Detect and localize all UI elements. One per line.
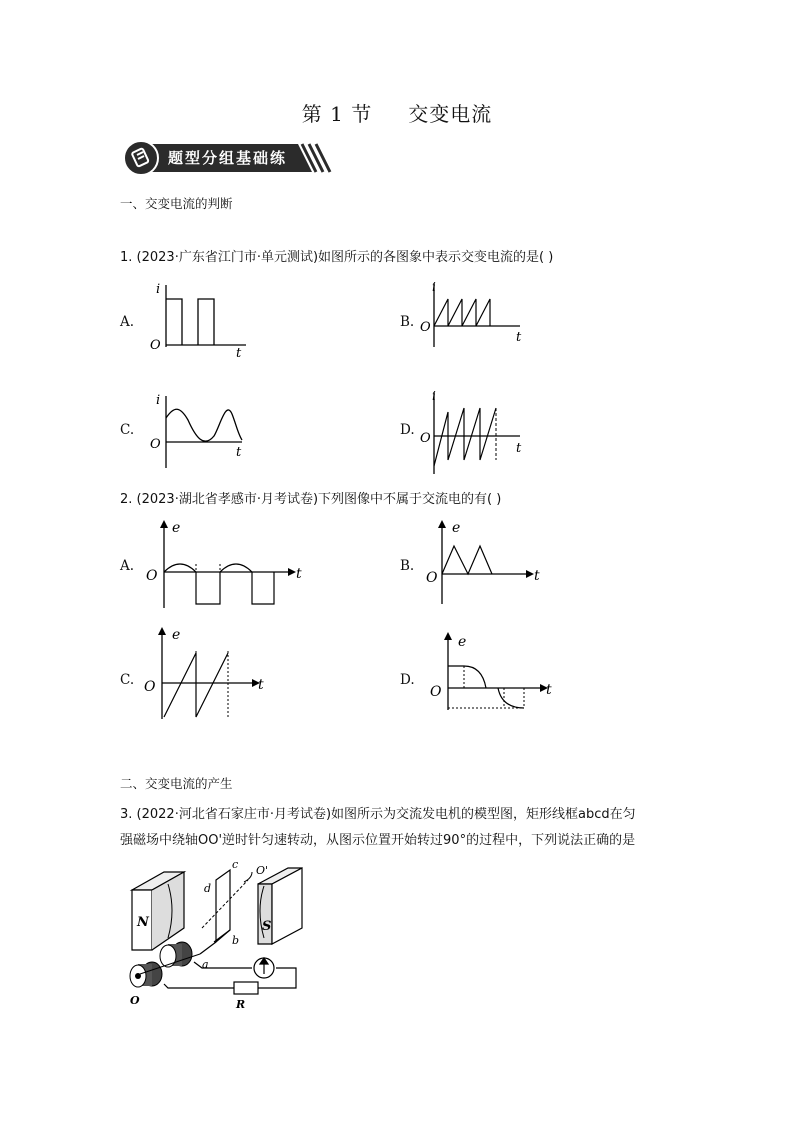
section-title: 交变电流 bbox=[408, 102, 493, 126]
emf-axis-label: e bbox=[172, 520, 181, 536]
origin-label: O bbox=[144, 679, 156, 695]
time-axis-label: t bbox=[236, 445, 242, 460]
emf-axis-label: e bbox=[172, 627, 181, 643]
resistor-label: R bbox=[236, 998, 246, 1010]
section-heading: 一、交变电流的判断 bbox=[120, 196, 233, 211]
section-number: 第 1 节 bbox=[301, 102, 373, 126]
question-1-stem: 1. (2023·广东省江门市·单元测试)如图所示的各图象中表示交变电流的是( ) bbox=[120, 250, 554, 265]
q2-option-d-label: D. bbox=[400, 672, 415, 688]
time-axis-label: t bbox=[516, 330, 522, 345]
south-magnet bbox=[258, 868, 302, 944]
section-heading: 二、交变电流的产生 bbox=[120, 776, 233, 791]
south-label: S bbox=[262, 919, 272, 934]
q1-option-c-label: C. bbox=[120, 422, 135, 438]
axis-top-label: O' bbox=[256, 864, 269, 877]
time-axis-label: t bbox=[534, 568, 540, 584]
origin-label: O bbox=[430, 684, 442, 700]
generator-diagram bbox=[118, 858, 308, 1010]
current-axis-label: i bbox=[156, 393, 161, 408]
origin-label: O bbox=[150, 338, 161, 353]
current-axis-label: i bbox=[432, 280, 436, 294]
time-axis-label: t bbox=[296, 566, 302, 582]
q2-graph-c bbox=[142, 625, 272, 725]
emf-axis-label: e bbox=[452, 520, 461, 536]
corner-a-label: a bbox=[202, 958, 209, 971]
question-3-line-1: 3. (2022·河北省石家庄市·月考试卷)如图所示为交流发电机的模型图，矩形线框abcd在匀 bbox=[120, 807, 636, 822]
north-magnet bbox=[132, 872, 184, 950]
origin-label: O bbox=[146, 568, 158, 584]
time-axis-label: t bbox=[516, 441, 522, 456]
q2-graph-d bbox=[424, 630, 559, 720]
q2-graph-a bbox=[142, 518, 312, 613]
origin-label: O bbox=[150, 437, 161, 452]
origin-label: O bbox=[420, 431, 431, 446]
q1-graph-d bbox=[420, 386, 530, 478]
origin-label: O bbox=[426, 570, 438, 586]
current-axis-label: i bbox=[432, 389, 436, 403]
banner-label: 题型分组基础练 bbox=[168, 149, 288, 167]
slip-rings bbox=[130, 942, 200, 1007]
q2-graph-b bbox=[422, 518, 547, 608]
q1-option-a-label: A. bbox=[120, 314, 135, 330]
time-axis-label: t bbox=[258, 677, 264, 693]
axis-bottom-label: O bbox=[130, 994, 140, 1007]
north-label: N bbox=[137, 915, 149, 930]
emf-axis-label: e bbox=[458, 634, 467, 650]
q1-graph-a bbox=[148, 277, 258, 362]
corner-c-label: c bbox=[232, 858, 239, 871]
corner-b-label: b bbox=[232, 934, 240, 947]
q1-option-b-label: B. bbox=[400, 314, 415, 330]
time-axis-label: t bbox=[546, 682, 552, 698]
corner-d-label: d bbox=[204, 882, 212, 895]
q1-graph-b bbox=[420, 277, 535, 362]
origin-label: O bbox=[420, 320, 431, 335]
q1-graph-c bbox=[148, 390, 253, 475]
time-axis-label: t bbox=[236, 346, 242, 361]
current-axis-label: i bbox=[156, 282, 161, 297]
q2-option-b-label: B. bbox=[400, 558, 415, 574]
question-2-stem: 2. (2023·湖北省孝感市·月考试卷)下列图像中不属于交流电的有( ) bbox=[120, 492, 502, 507]
q2-option-c-label: C. bbox=[120, 672, 135, 688]
question-3-line-2: 强磁场中绕轴OO'逆时针匀速转动，从图示位置开始转过90°的过程中，下列说法正确的是 bbox=[120, 833, 636, 848]
q1-option-d-label: D. bbox=[400, 422, 415, 438]
page-title bbox=[0, 98, 794, 127]
q2-option-a-label: A. bbox=[120, 558, 135, 574]
